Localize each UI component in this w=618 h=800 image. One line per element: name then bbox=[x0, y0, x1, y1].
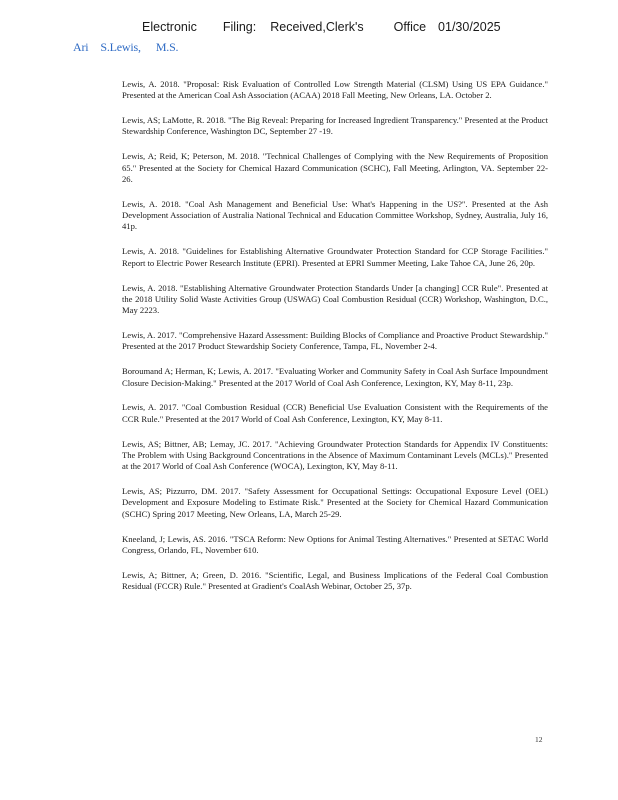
stamp-word: Filing: bbox=[222, 20, 257, 34]
stamp-word: Electronic bbox=[142, 20, 197, 34]
author-name-part: S.Lewis, bbox=[100, 40, 141, 54]
author-name-part: M.S. bbox=[155, 40, 179, 54]
reference-entry: Lewis, AS; Bittner, AB; Lemay, JC. 2017. "Achieving Groundwater Protection Standards for Appendix IV Constituents: The Problem with Using Background Concentrations in the Absence of Maximum Contaminant Levels (MCLs)." Presented at the 2017 World of Coal Ash Conference (WOCA), Lexington, KY, May 8-11. bbox=[122, 438, 548, 472]
reference-entry: Boroumand A; Herman, K; Lewis, A. 2017. "Evaluating Worker and Community Safety in Coal Ash Surface Impoundment Closure Decision-Making." Presented at the 2017 World of Coal Ash Conference, Lexington, KY, May 8-11, 23p. bbox=[122, 366, 548, 388]
stamp-word: 01/30/2025 bbox=[438, 20, 501, 34]
reference-entry: Lewis, AS; LaMotte, R. 2018. "The Big Reveal: Preparing for Increased Ingredient Transparency." Presented at the Product Stewardship Conference, Washington DC, September 27 -19. bbox=[122, 115, 548, 137]
filing-stamp bbox=[142, 20, 501, 34]
reference-entry: Lewis, A. 2017. "Coal Combustion Residual (CCR) Beneficial Use Evaluation Consistent with the Requirements of the CCR Rule." Presented at the 2017 World of Coal Ash Conference, Lexington, KY, May 8-11. bbox=[122, 402, 548, 424]
stamp-word: Received,Clerk's bbox=[270, 20, 364, 34]
reference-entry: Lewis, A. 2017. "Comprehensive Hazard Assessment: Building Blocks of Compliance and Proactive Product Stewardship." Presented at the 2017 Product Stewardship Society Conference, Tampa, FL, November 2-4. bbox=[122, 330, 548, 352]
reference-entry: Lewis, A. 2018. "Coal Ash Management and Beneficial Use: What's Happening in the US?". Presented at the Ash Development Association of Australia National Technical and Education Committee Workshop, Sydney, Australia, July 16, 41p. bbox=[122, 198, 548, 232]
reference-entry: Lewis, A; Bittner, A; Green, D. 2016. "Scientific, Legal, and Business Implications of the Federal Coal Combustion Residual (FCCR) Rule." Presented at Gradient's CoalAsh Webinar, October 25, 37p. bbox=[122, 569, 548, 592]
reference-entry: Lewis, AS; Pizzurro, DM. 2017. "Safety Assessment for Occupational Settings: Occupational Exposure Level (OEL) Development and Exposure Modeling to Estimate Risk." Presented at the Society for Chemical Hazard Communication (SCHC) Spring 2017 Meeting, New Orleans, LA, March 25-29. bbox=[122, 486, 548, 519]
reference-entry: Lewis, A. 2018. "Establishing Alternative Groundwater Protection Standards Under [a changing] CCR Rule". Presented at the 2018 Utility Solid Waste Activities Group (USWAG) Coal Combustion Residual (CCR) Workshop, Washington, D.C., May 2223. bbox=[122, 282, 548, 316]
reference-entry: Lewis, A. 2018. "Proposal: Risk Evaluation of Controlled Low Strength Material (CLSM) Using US EPA Guidance." Presented at the American Coal Ash Association (ACAA) 2018 Fall Meeting, New Orleans, LA. October 2. bbox=[122, 79, 548, 101]
stamp-word: Office bbox=[393, 20, 427, 34]
author-name-part: Ari bbox=[73, 40, 89, 54]
author-name bbox=[73, 40, 178, 55]
reference-entry: Kneeland, J; Lewis, AS. 2016. "TSCA Reform: New Options for Animal Testing Alternatives." Presented at SETAC World Congress, Orlando, FL, November 610. bbox=[122, 533, 548, 555]
reference-list bbox=[122, 79, 548, 606]
reference-entry: Lewis, A; Reid, K; Peterson, M. 2018. "Technical Challenges of Complying with the New Requirements of Proposition 65." Presented at the Society for Chemical Hazard Communication (SCHC), Fall Meeting, Arlington, VA. September 22-26. bbox=[122, 151, 548, 184]
reference-entry: Lewis, A. 2018. "Guidelines for Establishing Alternative Groundwater Protection Standard for CCP Storage Facilities." Report to Electric Power Research Institute (EPRI). Presented at EPRI Summer Meeting, Lake Tahoe CA, June 26, 20p. bbox=[122, 246, 548, 268]
page-number: 12 bbox=[535, 735, 543, 744]
